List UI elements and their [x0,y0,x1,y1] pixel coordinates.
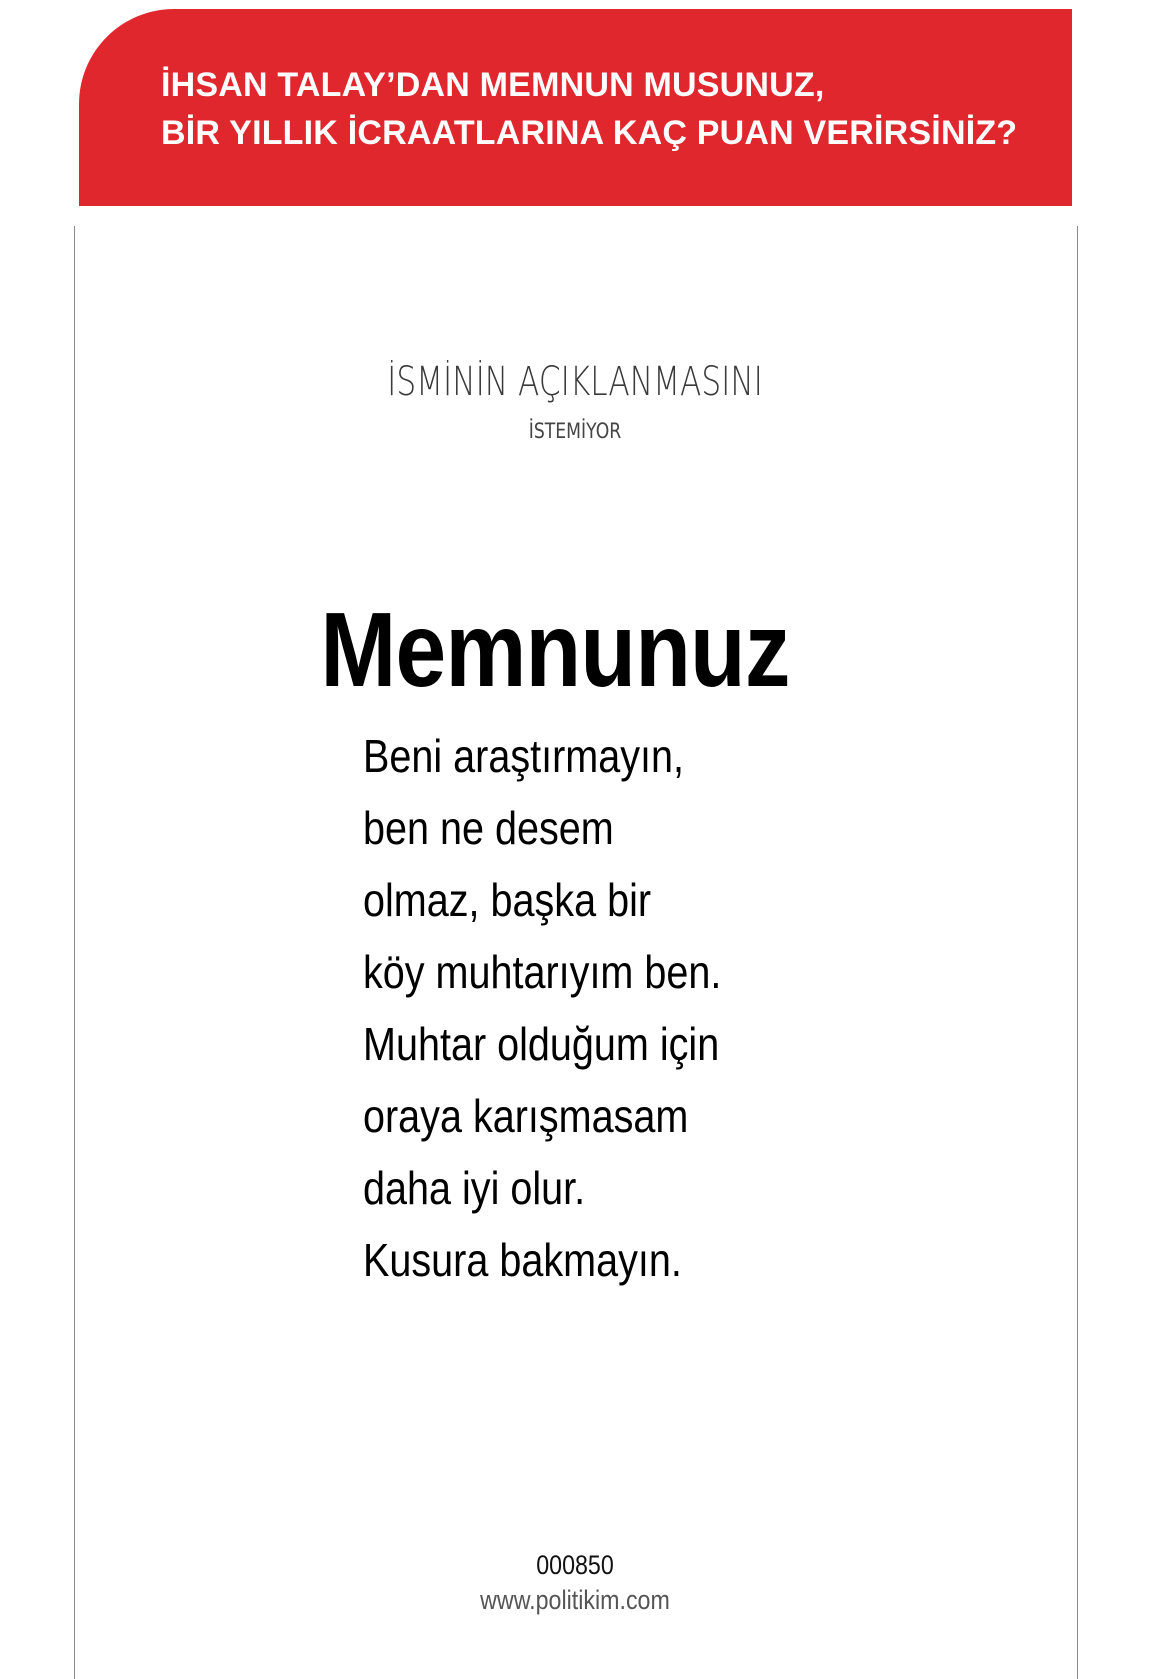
quote-line: Kusura bakmayın. [363,1234,682,1286]
quote-line: oraya karışmasam [363,1090,689,1142]
quote-line: köy muhtarıyım ben. [363,946,722,998]
respondent-name-line-1: İSMİNİN AÇIKLANMASINI [387,359,763,405]
answer-quote [363,720,721,1296]
frame-left-border [74,226,75,1679]
question-line-1: İHSAN TALAY’DAN MEMNUN MUSUNUZ, [161,66,825,104]
quote-line: daha iyi olur. [363,1162,586,1214]
quote-line: Beni araştırmayın, [363,730,685,782]
respondent-code: 000850 [536,1550,614,1580]
question-text [161,61,1017,157]
respondent-name-line-2: İSTEMİYOR [528,419,622,443]
frame-right-border [1077,226,1078,1679]
website-link[interactable]: www.politikim.com [480,1585,670,1615]
question-banner [79,9,1072,206]
answer-verdict: Memnunuz [320,591,790,709]
quote-line: olmaz, başka bir [363,874,652,926]
quote-line: ben ne desem [363,802,614,854]
question-line-2: BİR YILLIK İCRAATLARINA KAÇ PUAN VERİRSİNİZ? [161,114,1018,152]
quote-line: Muhtar olduğum için [363,1018,720,1070]
